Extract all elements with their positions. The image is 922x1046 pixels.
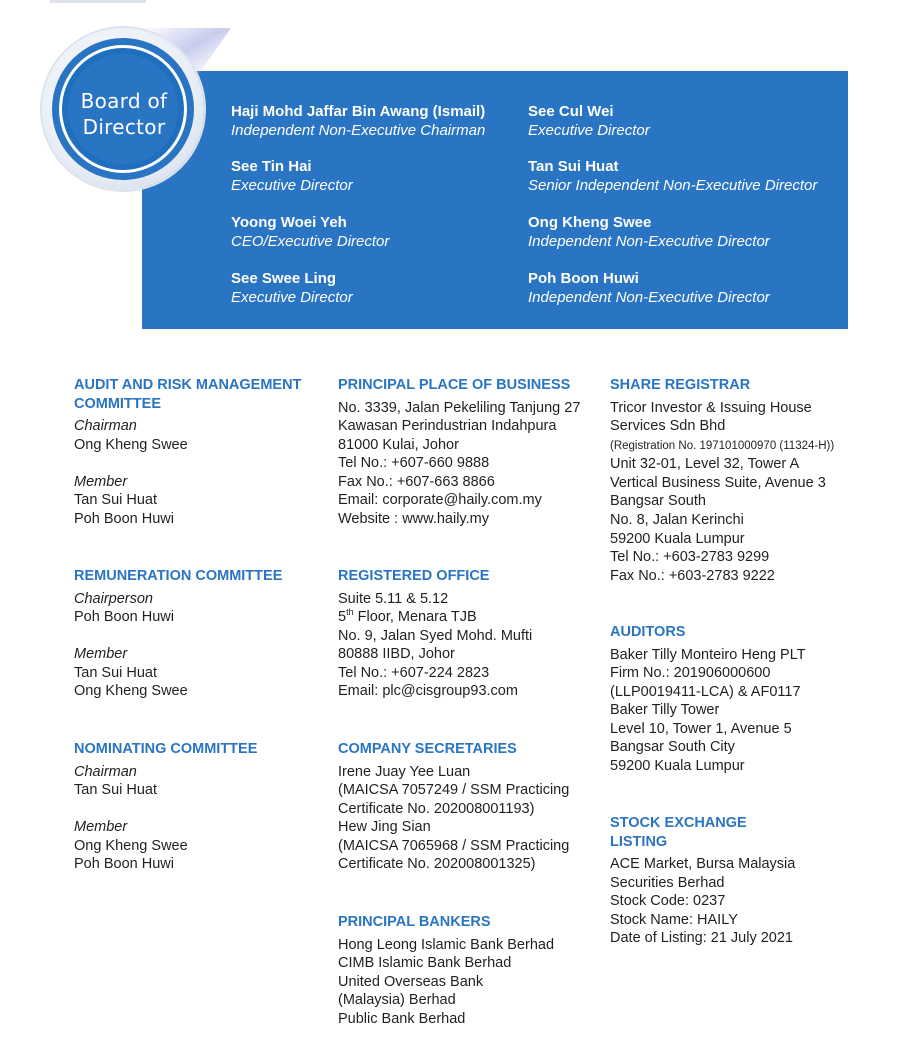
director-role: Executive Director [231,289,353,306]
member-names: Ong Kheng Swee Poh Boon Huwi [74,837,188,873]
director-name: Yoong Woei Yeh [231,214,347,231]
director-name: See Swee Ling [231,270,337,287]
floor-number: 5 [338,609,347,626]
member-names: Tan Sui Huat Ong Kheng Swee [74,664,188,700]
chair-name: Tan Sui Huat [74,782,158,799]
director-entry [528,270,770,307]
director-entry [231,158,353,195]
board-badge-title: Board of Director [80,89,168,139]
section-body: No. 3339, Jalan Pekeliling Tanjung 27 Kawasan Perindustrian Indahpura 81000 Kulai, Johor Tel No.: +607-660 9888 Fax No.: +607-663 8866 Email: corporate@haily.com.my Website : www.haily.my [338,399,581,528]
address-line: Suite 5.11 & 5.12 [338,590,449,607]
remuneration-committee-section [74,567,336,701]
section-body [74,417,336,529]
director-entry [231,214,389,251]
auditors-section [610,623,872,776]
address-rest: No. 9, Jalan Syed Mohd. Mufti 80888 IIBD, Johor Tel No.: +607-224 2823 Email: plc@cisgroup93.com [338,627,533,700]
registered-office-section [338,567,600,701]
section-body [74,763,336,875]
section-heading: AUDITORS [610,624,686,640]
member-names: Tan Sui Huat Poh Boon Huwi [74,492,174,527]
floor-suffix: th [346,607,354,618]
director-name: Tan Sui Huat [528,158,619,175]
director-role: Executive Director [231,177,353,194]
director-name: Poh Boon Huwi [528,270,639,287]
section-heading: COMPANY SECRETARIES [338,741,517,757]
director-role: Independent Non-Executive Director [528,289,770,306]
stock-exchange-section [610,814,872,948]
director-role: Senior Independent Non-Executive Director [528,177,818,194]
director-role: CEO/Executive Director [231,233,390,250]
registration-number: (Registration No. 197101000970 (11324-H)) [610,439,835,452]
section-body [338,590,600,702]
section-body [74,590,336,702]
director-name: See Cul Wei [528,103,614,120]
member-label: Member [74,473,128,490]
section-heading: PRINCIPAL BANKERS [338,914,491,930]
director-role: Independent Non-Executive Chairman [231,122,486,139]
section-heading: REGISTERED OFFICE [338,568,490,584]
section-body [610,399,890,586]
company-secretaries-section [338,740,600,874]
principal-bankers-section [338,913,600,1028]
member-label: Member [74,819,128,836]
section-body: ACE Market, Bursa Malaysia Securities Berhad Stock Code: 0237 Stock Name: HAILY Date of Listing: 21 July 2021 [610,856,796,947]
chair-name: Poh Boon Huwi [74,609,174,626]
share-registrar-section [610,376,890,585]
director-name: Haji Mohd Jaffar Bin Awang (Ismail) [231,103,486,120]
floor-building: Floor, Menara TJB [353,609,477,626]
chair-label: Chairman [74,418,137,434]
section-heading: AUDIT AND RISK MANAGEMENT COMMITTEE [74,377,302,412]
registrar-name: Tricor Investor & Issuing House Services Sdn Bhd [610,399,812,435]
chair-name: Ong Kheng Swee [74,436,188,453]
director-entry [528,103,650,140]
top-rule [50,0,146,3]
section-heading: SHARE REGISTRAR [610,377,751,393]
member-label: Member [74,646,128,663]
section-body: Irene Juay Yee Luan (MAICSA 7057249 / SSM Practicing Certificate No. 202008001193) Hew Jing Sian (MAICSA 7065968 / SSM Practicing Certificate No. 202008001325) [338,763,570,873]
section-heading: PRINCIPAL PLACE OF BUSINESS [338,377,571,393]
director-entry [231,270,353,307]
registrar-address: Unit 32-01, Level 32, Tower A Vertical Business Suite, Avenue 3 Bangsar South No. 8, Jalan Kerinchi 59200 Kuala Lumpur Tel No.: +603-2783 9299 Fax No.: +603-2783 9222 [610,456,826,584]
section-heading: STOCK EXCHANGE LISTING [610,815,747,850]
director-name: See Tin Hai [231,158,312,175]
director-role: Executive Director [528,122,650,139]
principal-place-section [338,376,600,529]
chair-label: Chairman [74,763,137,780]
director-name: Ong Kheng Swee [528,214,652,231]
section-heading: REMUNERATION COMMITTEE [74,568,283,584]
director-entry [528,214,770,251]
director-role: Independent Non-Executive Director [528,233,770,250]
section-body: Baker Tilly Monteiro Heng PLT Firm No.: 201906000600 (LLP0019411-LCA) & AF0117 Baker Tilly Tower Level 10, Tower 1, Avenue 5 Bangsar South City 59200 Kuala Lumpur [610,646,806,775]
nominating-committee-section [74,740,336,874]
chair-label: Chairperson [74,590,153,607]
director-entry [528,158,817,195]
section-body: Hong Leong Islamic Bank Berhad CIMB Islamic Bank Berhad United Overseas Bank (Malaysia) Berhad Public Bank Berhad [338,936,555,1027]
director-entry [231,103,485,140]
audit-committee-section [74,376,336,529]
section-heading: NOMINATING COMMITTEE [74,741,258,757]
